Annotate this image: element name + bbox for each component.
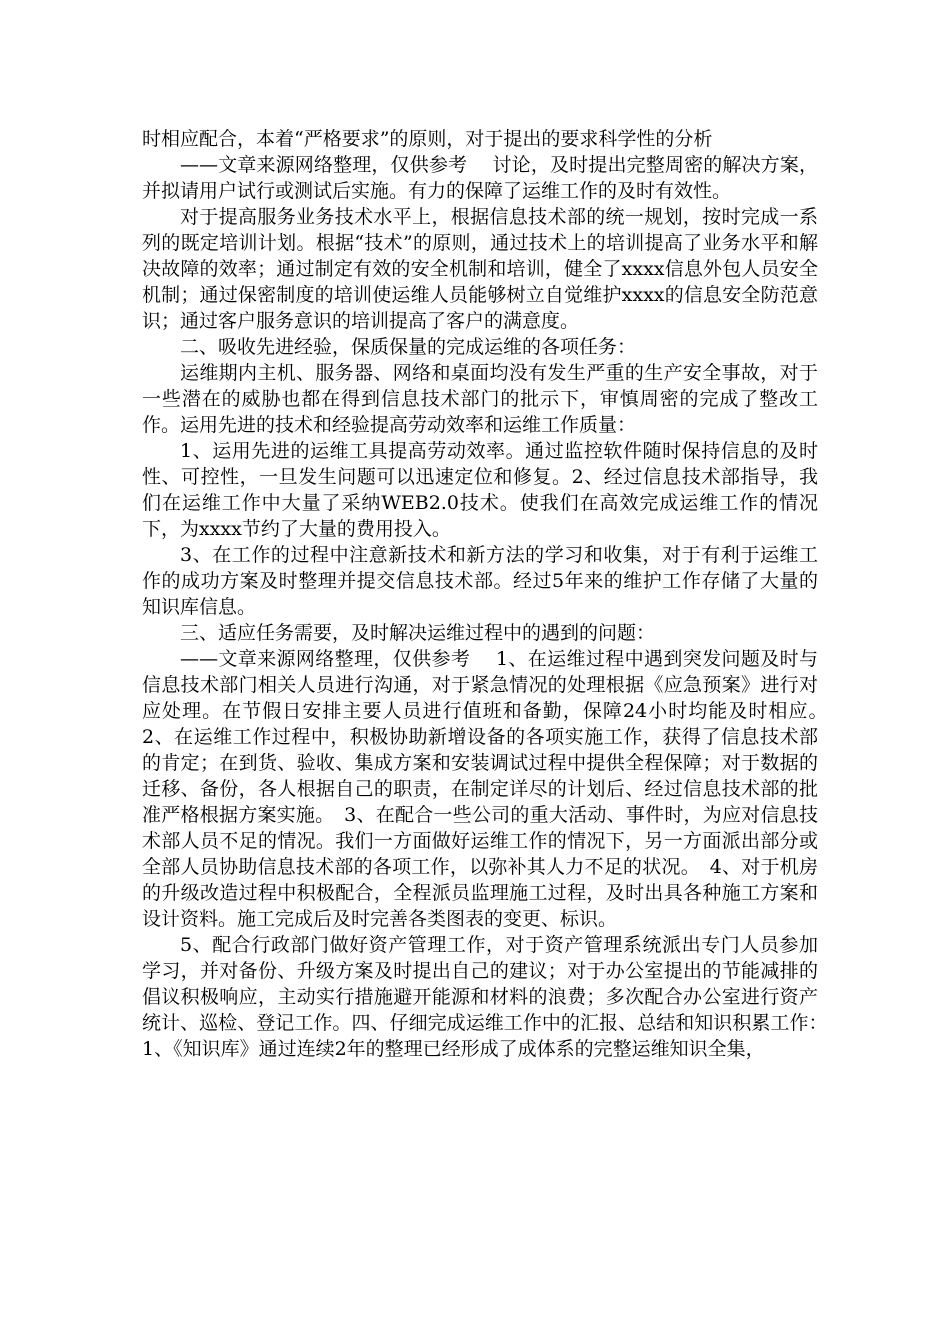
paragraph-10: 5、配合行政部门做好资产管理工作，对于资产管理系统派出专门人员参加学习，并对备份、升级方案及时提出自己的建议；对于办公室提出的节能减排的倡议积极响应，主动实行措施避开能源和材料的浪费；多次配合办公室进行资产统计、巡检、登记工作。四、仔细完成运维工作中的汇报、总结和知识积累工作： 1、《知识库》通过连续2年的整理已经形成了成体系的完整运维知识全集， [142,934,838,1060]
section-heading-3: 三、适应任务需要，及时解决运维过程中的遇到的问题： [180,622,656,644]
paragraph-3: 对于提高服务业务技术水平上，根据信息技术部的统一规划，按时完成一系列的既定培训计划。根据“技术”的原则，通过技术上的培训提高了业务水平和解决故障的效率；通过制定有效的安全机制和培训，健全了xxxx信息外包人员安全机制；通过保密制度的培训使运维人员能够树立自觉维护xxxx的信息安全防范意识；通过客户服务意识的培训提高了客户的满意度。 [142,206,818,332]
paragraph-9: ——文章来源网络整理，仅供参考 1、在运维过程中遇到突发问题及时与信息技术部门相关人员进行沟通，对于紧急情况的处理根据《应急预案》进行对应处理。在节假日安排主要人员进行值班和备勤，保障24小时均能及时相应。 2、在运维工作过程中，积极协助新增设备的各项实施工作，获得了信息技术部的肯定；在到货、验收、集成方案和安装调试过程中提供全程保障；对于数据的迁移、备份，各人根据自己的职责，在制定详尽的计划后、经过信息技术部的批准严格根据方案实施。 3、在配合一些公司的重大活动、事件时，为应对信息技术部人员不足的情况。我们一方面做好运维工作的情况下，另一方面派出部分或全部人员协助信息技术部的各项工作，以弥补其人力不足的状况。 4、对于机房的升级改造过程中积极配合，全程派员监理施工过程，及时出具各种施工方案和设计资料。施工完成后及时完善各类图表的变更、标识。 [142,648,838,930]
paragraph-6: 1、运用先进的运维工具提高劳动效率。通过监控软件随时保持信息的及时性、可控性，一旦发生问题可以迅速定位和修复。2、经过信息技术部指导，我们在运维工作中大量了采纳WEB2.0技术。使我们在高效完成运维工作的情况下，为xxxx节约了大量的费用投入。 [142,440,818,540]
paragraph-2: ——文章来源网络整理，仅供参考 讨论，及时提出完整周密的解决方案，并拟请用户试行或测试后实施。有力的保障了运维工作的及时有效性。 [142,154,818,202]
paragraph-5: 运维期内主机、服务器、网络和桌面均没有发生严重的生产安全事故，对于一些潜在的威胁也都在得到信息技术部门的批示下，审慎周密的完成了整改工作。运用先进的技术和经验提高劳动效率和运维工作质量： [142,362,818,436]
paragraph-1: 时相应配合，本着“严格要求”的原则，对于提出的要求科学性的分析 [142,128,713,150]
document-body [142,126,838,1062]
paragraph-7: 3、在工作的过程中注意新技术和新方法的学习和收集，对于有利于运维工作的成功方案及时整理并提交信息技术部。经过5年来的维护工作存储了大量的知识库信息。 [142,544,818,618]
section-heading-2: 二、吸收先进经验，保质保量的完成运维的各项任务： [180,336,637,358]
